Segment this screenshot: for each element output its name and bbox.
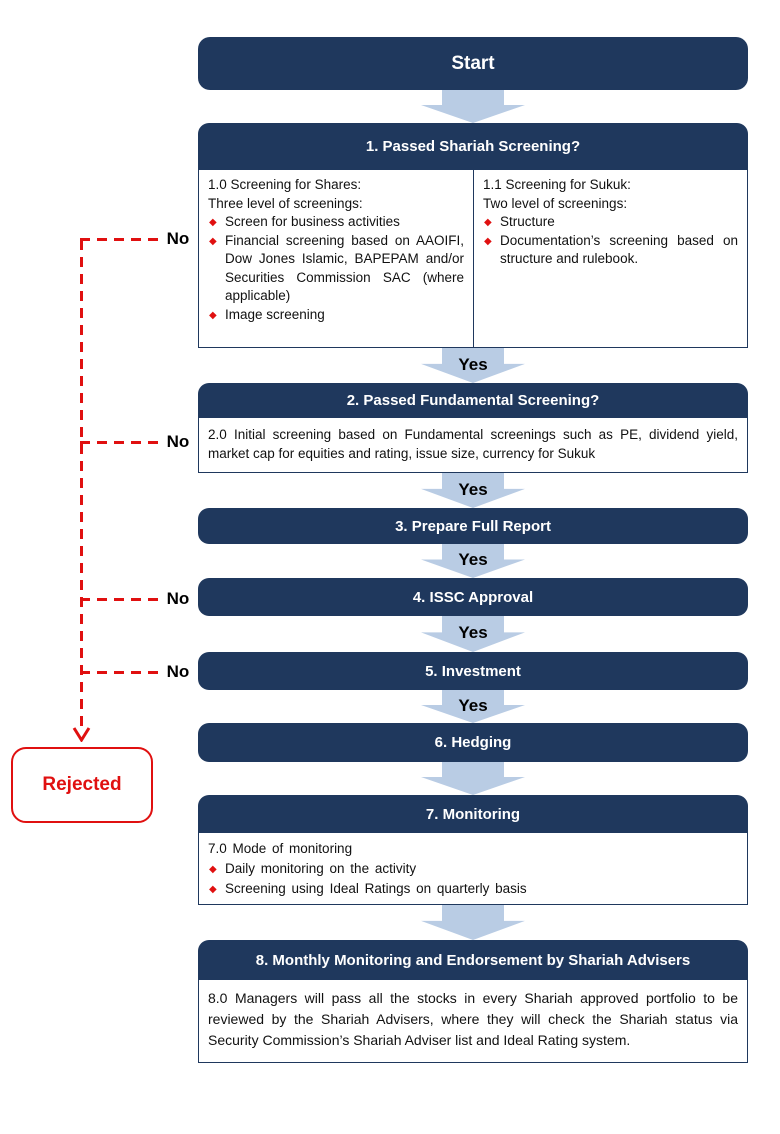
flow-connector [198, 544, 748, 578]
rejected-label: Rejected [42, 774, 122, 795]
step-3-prepare-full-report [198, 508, 748, 544]
step-2-header [198, 383, 748, 418]
step-5-title: 5. Investment [425, 662, 521, 680]
flow-connector [198, 690, 748, 723]
step-2-body: 2.0 Initial screening based on Fundamental screenings such as PE, dividend yield, market cap for equities and rating, issue size, currency for Sukuk [198, 418, 748, 473]
column-subheading: Two level of screenings: [483, 195, 628, 211]
bullet-item: ◆ Documentation’s screening based on structure and rulebook. [483, 232, 738, 269]
step-8-title: 8. Monthly Monitoring and Endorsement by Shariah Advisers [255, 951, 691, 969]
sukuk-bullet-list [483, 213, 738, 269]
flow-connector [198, 473, 748, 508]
yes-label: Yes [458, 354, 488, 374]
reject-branch-line-step2 [80, 441, 158, 444]
column-heading: 1.0 Screening for Shares: [208, 177, 362, 192]
step-4-title: 4. ISSC Approval [412, 588, 534, 606]
step-2-fundamental-screening [198, 383, 748, 473]
monitoring-intro: 7.0 Mode of monitoring [208, 841, 353, 856]
down-arrow-icon [421, 90, 525, 123]
start-node [198, 37, 748, 90]
shares-bullet-list [208, 213, 464, 324]
flow-connector [198, 348, 748, 383]
step-4-issc-approval [198, 578, 748, 616]
down-arrow-icon [421, 905, 525, 940]
process-flow [198, 37, 748, 1063]
yes-label: Yes [458, 623, 488, 643]
reject-branch-vertical-line [80, 240, 83, 728]
reject-arrowhead-icon [72, 727, 91, 742]
step-1-shariah-screening [198, 123, 748, 348]
step-8-header [198, 940, 748, 980]
reject-branch-line-step4 [80, 598, 158, 601]
no-label: No [166, 229, 190, 248]
flow-connector [198, 905, 748, 940]
bullet-item: ◆ Daily monitoring on the activity [208, 859, 738, 879]
bullet-item: ◆ Structure [483, 213, 738, 232]
no-label: No [166, 662, 190, 681]
bullet-item: ◆ Image screening [208, 306, 464, 325]
yes-label: Yes [458, 695, 488, 715]
monitoring-bullet-list [208, 859, 738, 899]
yes-label: Yes [458, 550, 488, 570]
step-3-title: 3. Prepare Full Report [395, 517, 551, 535]
step-2-title: 2. Passed Fundamental Screening? [346, 392, 600, 409]
column-heading: 1.1 Screening for Sukuk: [483, 177, 631, 192]
shares-screening-column [199, 170, 473, 347]
step-7-header [198, 795, 748, 833]
down-arrow-icon [421, 762, 525, 795]
step-6-title: 6. Hedging [434, 734, 512, 751]
column-subheading: Three level of screenings: [208, 195, 363, 211]
flow-connector [198, 762, 748, 795]
no-label: No [166, 589, 190, 608]
start-label: Start [451, 52, 495, 74]
reject-branch-line-step5 [80, 671, 158, 674]
no-label: No [166, 432, 190, 451]
step-6-hedging [198, 723, 748, 762]
yes-label: Yes [458, 479, 488, 499]
rejected-terminal [11, 747, 153, 823]
step-1-header [198, 123, 748, 170]
step-7-body [198, 833, 748, 905]
step-8-monthly-monitoring [198, 940, 748, 1063]
step-8-body: 8.0 Managers will pass all the stocks in every Shariah approved portfolio to be reviewed by the Shariah Advisers, where they will check the Shariah status via Security Commission’s Shariah Adviser list and Ideal Rating system. [198, 980, 748, 1063]
step-7-monitoring [198, 795, 748, 905]
sukuk-screening-column [473, 170, 747, 347]
step-1-body [198, 170, 748, 348]
step-7-title: 7. Monitoring [425, 805, 521, 823]
step-1-title: 1. Passed Shariah Screening? [365, 138, 581, 155]
flow-connector [198, 90, 748, 123]
reject-branch-line-step1 [80, 238, 158, 241]
bullet-item: ◆ Financial screening based on AAOIFI, Dow Jones Islamic, BAPEPAM and/or Securities Commission SAC (where applicable) [208, 232, 464, 306]
bullet-item: ◆ Screen for business activities [208, 213, 464, 232]
flow-connector [198, 616, 748, 652]
bullet-item: ◆ Screening using Ideal Ratings on quarterly basis [208, 879, 738, 899]
step-5-investment [198, 652, 748, 690]
